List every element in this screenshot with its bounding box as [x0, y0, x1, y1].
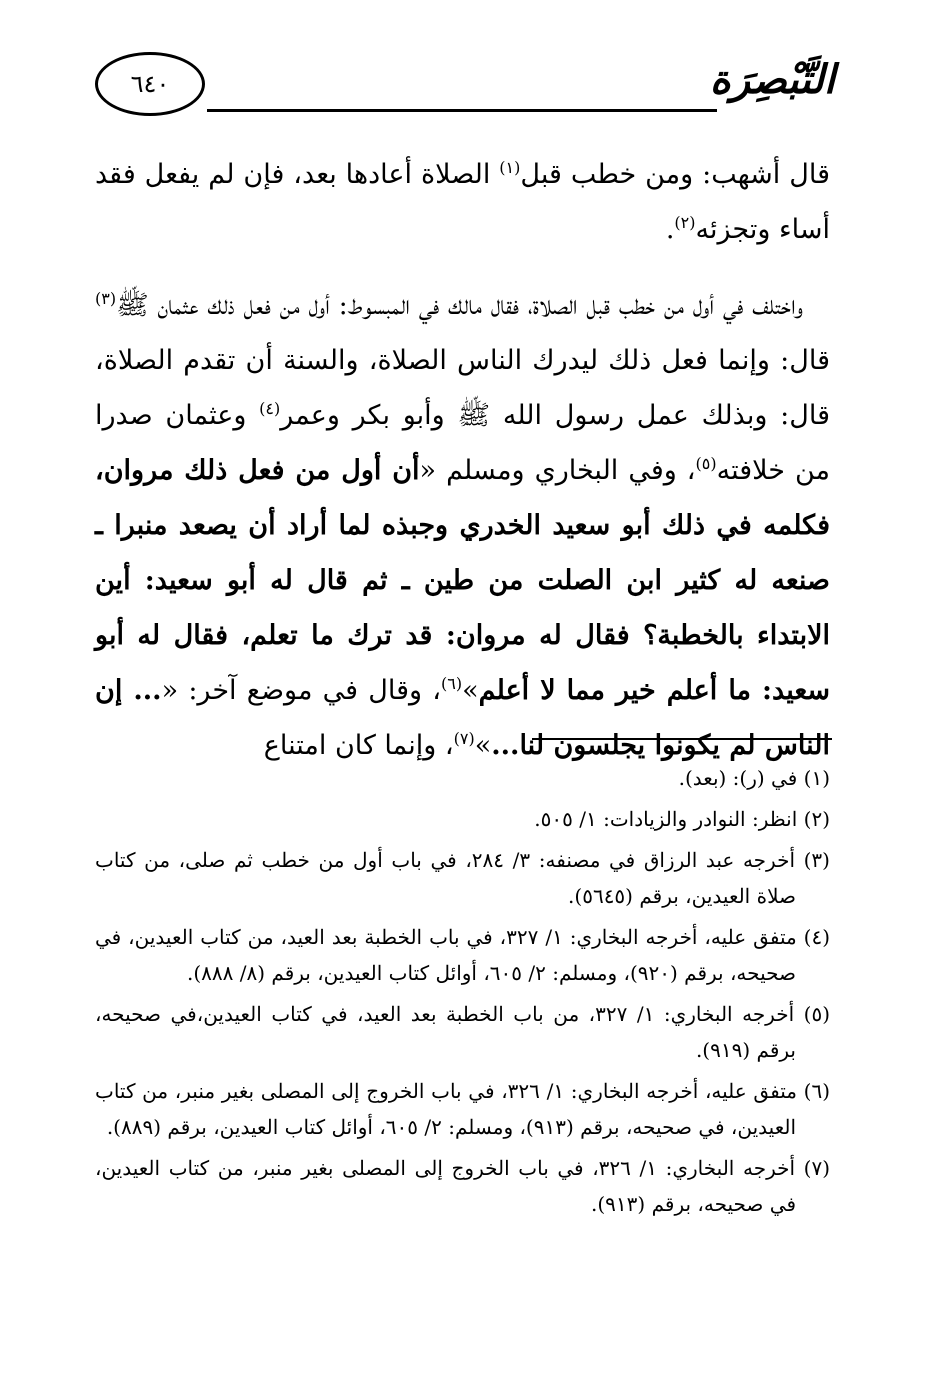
footnote-ref-6: (٦) [441, 674, 463, 693]
footnote-separator [532, 738, 832, 740]
text-run: ، وقال في موضع آخر: « [161, 675, 442, 706]
hadith-quote-2: ... إن الناس لم يكونوا يجلسون لنا... [95, 675, 830, 761]
footnote-1: (١) في (ر): (بعد). [678, 766, 830, 790]
footnote-ref-4: (٤) [259, 399, 281, 418]
text-run: وعثمان صدرا من خلافته [95, 400, 830, 486]
paragraph-1 [95, 147, 830, 257]
text-run: » [462, 675, 479, 706]
text-run: . [665, 214, 675, 245]
footnote-ref-5: (٥) [695, 454, 717, 473]
main-text [95, 147, 830, 773]
footnote-4: (٤) متفق عليه، أخرجه البخاري: ١/ ٣٢٧، في باب الخطبة بعد العيد، من كتاب العيدين، في صحيحه، برقم (٩٢٠)، ومسلم: ٢/ ٦٠٥، أوائل كتاب العيدين، برقم (٨/ ٨٨٨). [95, 925, 830, 985]
text-run: » [474, 730, 492, 761]
page-number: ٦٤٠ [95, 52, 205, 116]
text-run: ، وفي البخاري ومسلم « [419, 455, 696, 486]
running-title: التَّبْصِرَة [709, 56, 835, 103]
footnote-ref-1: (١) [499, 158, 521, 177]
text-run: ، وإنما كان امتناع [263, 730, 454, 761]
text-run: واختلف في أول من خطب قبل الصلاة، فقال مالك في المبسوط: أول من فعل ذلك عثمان ﷺ [116, 290, 803, 321]
footnote-ref-7: (٧) [453, 729, 475, 748]
paragraph-2 [95, 278, 830, 773]
text-run: الصلاة أعادها بعد، فإن لم يفعل فقد أساء وتجزئه [95, 159, 830, 245]
footnote-3: (٣) أخرجه عبد الرزاق في مصنفه: ٣/ ٢٨٤، في باب أول من خطب ثم صلى، من كتاب صلاة العيدين، برقم (٥٦٤٥). [95, 848, 830, 908]
hadith-quote-1: أن أول من فعل ذلك مروان، فكلمه في ذلك أبو سعيد الخدري وجبذه لما أراد أن يصعد منبرا ـ صنعه له كثير ابن الصلت من طين ـ ثم قال له أبو سعيد: أين الابتداء بالخطبة؟ فقال له مروان: قد ترك ما تعلم، فقال له أبو سعيد: ما أعلم خير مما لا أعلم [95, 455, 830, 706]
footnote-7: (٧) أخرجه البخاري: ١/ ٣٢٦، في باب الخروج إلى المصلى بغير منبر، من كتاب العيدين، في صحيحه، برقم (٩١٣). [95, 1156, 830, 1216]
page-header [95, 52, 835, 112]
text-run: قال: وإنما فعل ذلك ليدرك الناس الصلاة، والسنة أن تقدم الصلاة، قال: وبذلك عمل رسول الله ﷺ وأبو بكر وعمر [95, 345, 830, 431]
footnote-ref-2: (٢) [674, 213, 696, 232]
footnote-2: (٢) انظر: النوادر والزيادات: ١/ ٥٠٥. [534, 807, 830, 831]
footnote-ref-3: (٣) [95, 289, 117, 308]
footnote-5: (٥) أخرجه البخاري: ١/ ٣٢٧، من باب الخطبة بعد العيد، في كتاب العيدين،في صحيحه، برقم (٩١٩). [95, 1002, 830, 1062]
header-rule [207, 109, 717, 112]
text-run: قال أشهب: ومن خطب قبل [520, 159, 830, 190]
footnote-6: (٦) متفق عليه، أخرجه البخاري: ١/ ٣٢٦، في باب الخروج إلى المصلى بغير منبر، من كتاب العيدين، في صحيحه، برقم (٩١٣)، ومسلم: ٢/ ٦٠٥، أوائل كتاب العيدين، برقم (٨٨٩). [95, 1079, 830, 1139]
footnotes [95, 760, 830, 1227]
